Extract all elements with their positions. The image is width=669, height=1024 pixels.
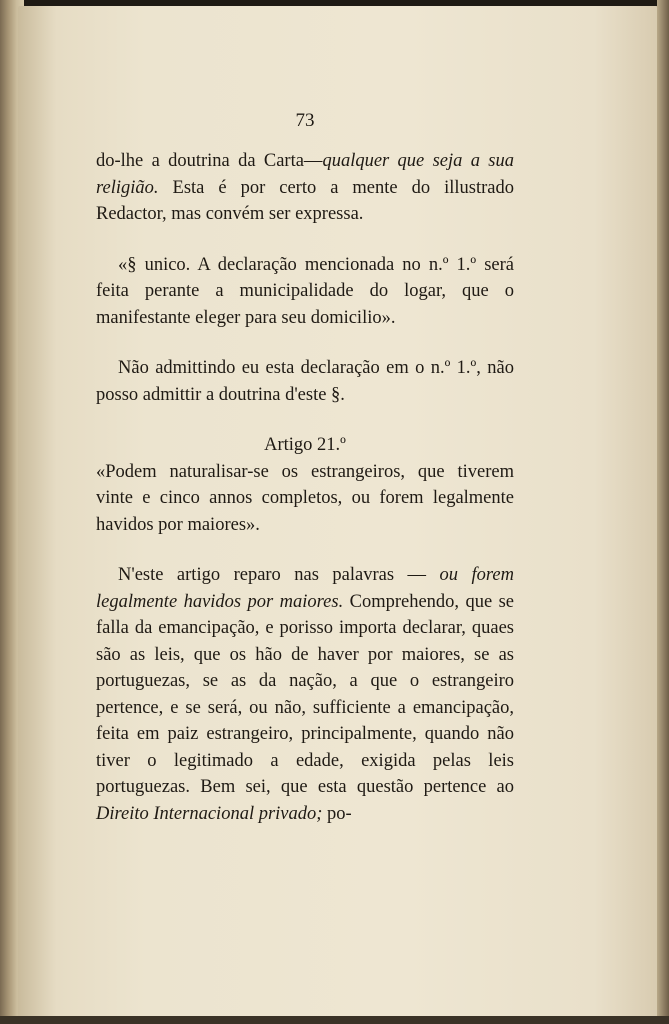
italic-run: ou forem legalmente havidos por maiores. — [96, 565, 514, 612]
italic-run: Direito Internacional privado; — [96, 803, 323, 824]
text-run: «§ unico. A declaração mencionada no n.º 1.º será feita perante a municipalidade do logar, que o manifestante eleger para seu domicilio». — [96, 254, 514, 328]
paragraph-1 — [96, 148, 514, 228]
text-run: do-lhe a doutrina da Carta— — [96, 151, 323, 171]
paragraph-5 — [96, 562, 514, 827]
spacer — [96, 331, 514, 355]
text-run: Comprehendo, que se falla da emancipação, e porisso importa declarar, quaes são as leis, que os hão de haver por maiores, se as portuguezas, se as da nação, a que o estrangeiro pertence, e se será, ou não, sufficiente a emancipação, feita em paiz estrangeiro, principalmente, quando não tiver o legitimado a edade, exigida pelas leis portuguezas. Bem sei, que esta questão pertence ao — [96, 591, 514, 797]
spacer — [96, 538, 514, 562]
page-number: 73 — [295, 110, 315, 131]
article-heading: Artigo 21.º — [264, 435, 346, 455]
text-run: N'este artigo reparo nas palavras — — [118, 565, 440, 585]
paragraph-4 — [96, 459, 514, 539]
spacer — [96, 408, 514, 432]
italic-run: qualquer que seja a sua religião. — [96, 151, 514, 198]
spacer — [96, 228, 514, 252]
page-right-edge — [657, 0, 669, 1024]
text-run: «Podem naturalisar-se os estrangeiros, que tiverem vinte e cinco annos completos, ou forem legalmente havidos por maiores». — [96, 461, 514, 535]
paragraph-2 — [96, 252, 514, 332]
text-run: po- — [322, 803, 352, 824]
page-bottom-edge — [0, 1016, 669, 1024]
text-run: Esta é por certo a mente do illustrado Redactor, mas convém ser expressa. — [96, 177, 514, 224]
paragraph-3 — [96, 355, 514, 408]
page-text — [96, 108, 514, 827]
text-run: Não admittindo eu esta declaração em o n.º 1.º, não posso admittir a doutrina d'este §. — [96, 358, 514, 405]
